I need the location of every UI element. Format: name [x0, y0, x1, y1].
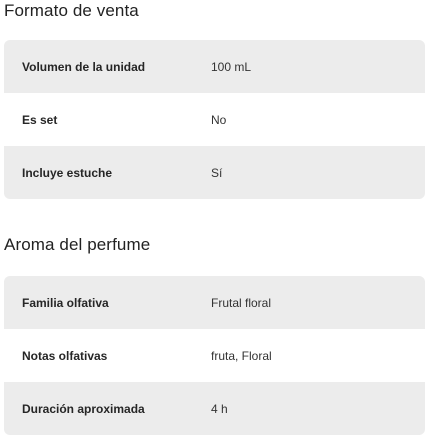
- spec-value: 4 h: [211, 401, 228, 416]
- spec-value: fruta, Floral: [211, 348, 272, 363]
- spec-value: Frutal floral: [211, 295, 272, 310]
- spec-row-incluye-estuche: [4, 146, 425, 199]
- section-title-formato-de-venta: Formato de venta: [4, 1, 139, 20]
- spec-value: 100 mL: [211, 59, 252, 74]
- spec-label: Duración aproximada: [22, 401, 145, 416]
- spec-label: Familia olfativa: [22, 295, 109, 310]
- spec-table-formato-de-venta: [4, 40, 425, 199]
- spec-row-es-set: [4, 93, 425, 146]
- spec-label: Volumen de la unidad: [22, 59, 146, 74]
- spec-label: Notas olfativas: [22, 348, 108, 363]
- spec-row-duracion-aproximada: [4, 382, 425, 435]
- section-title-aroma-del-perfume: Aroma del perfume: [4, 235, 151, 254]
- spec-value: Sí: [211, 165, 223, 180]
- spec-row-volumen: [4, 40, 425, 93]
- spec-label: Es set: [22, 112, 58, 127]
- spec-value: No: [211, 112, 227, 127]
- spec-label: Incluye estuche: [22, 165, 113, 180]
- spec-table-aroma-del-perfume: [4, 276, 425, 435]
- spec-row-familia-olfativa: [4, 276, 425, 329]
- spec-row-notas-olfativas: [4, 329, 425, 382]
